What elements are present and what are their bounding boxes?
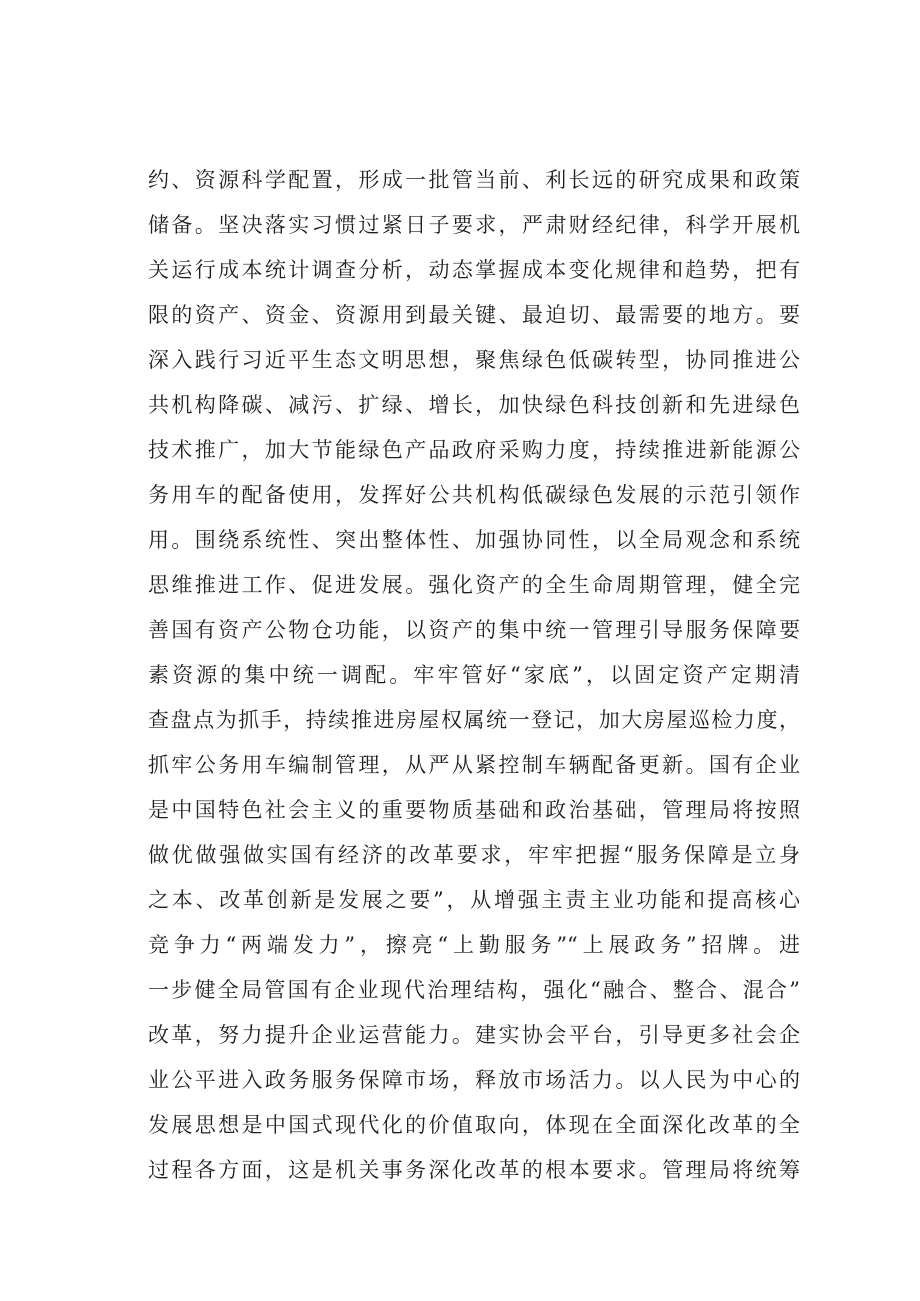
text-line: 抓牢公务用车编制管理，从严从紧控制车辆配备更新。国有企业 <box>148 753 800 777</box>
text-line: 深入践行习近平生态文明思想，聚焦绿色低碳转型，协同推进公 <box>148 348 800 372</box>
text-line: 之本、改革创新是发展之要”，从增强主责主业功能和提高核心 <box>148 888 800 912</box>
body-paragraph <box>148 158 808 1193</box>
text-line: 过程各方面，这是机关事务深化改革的根本要求。管理局将统筹 <box>148 1158 800 1182</box>
text-line: 思维推进工作、促进发展。强化资产的全生命周期管理，健全完 <box>148 573 800 597</box>
text-line: 关运行成本统计调查分析，动态掌握成本变化规律和趋势，把有 <box>148 258 800 282</box>
text-line: 用。围绕系统性、突出整体性、加强协同性，以全局观念和系统 <box>148 528 800 552</box>
text-line: 改革，努力提升企业运营能力。建实协会平台，引导更多社会企 <box>148 1023 800 1047</box>
text-line: 约、资源科学配置，形成一批管当前、利长远的研究成果和政策 <box>148 168 800 192</box>
text-line: 做优做强做实国有经济的改革要求，牢牢把握“服务保障是立身 <box>148 843 800 867</box>
text-line: 查盘点为抓手，持续推进房屋权属统一登记，加大房屋巡检力度， <box>148 708 800 732</box>
text-line: 共机构降碳、减污、扩绿、增长，加快绿色科技创新和先进绿色 <box>148 393 800 417</box>
text-line: 素资源的集中统一调配。牢牢管好“家底”，以固定资产定期清 <box>148 663 800 687</box>
text-line: 竞争力“两端发力”，擦亮“上勤服务”“上展政务”招牌。进 <box>148 933 800 957</box>
text-line: 务用车的配备使用，发挥好公共机构低碳绿色发展的示范引领作 <box>148 483 800 507</box>
text-line: 限的资产、资金、资源用到最关键、最迫切、最需要的地方。要 <box>148 303 800 327</box>
text-line: 储备。坚决落实习惯过紧日子要求，严肃财经纪律，科学开展机 <box>148 213 800 237</box>
text-line: 是中国特色社会主义的重要物质基础和政治基础，管理局将按照 <box>148 798 800 822</box>
text-line: 一步健全局管国有企业现代治理结构，强化“融合、整合、混合” <box>148 978 800 1002</box>
text-line: 发展思想是中国式现代化的价值取向，体现在全面深化改革的全 <box>148 1113 800 1137</box>
text-line: 技术推广，加大节能绿色产品政府采购力度，持续推进新能源公 <box>148 438 800 462</box>
text-line: 善国有资产公物仓功能，以资产的集中统一管理引导服务保障要 <box>148 618 800 642</box>
text-line: 业公平进入政务服务保障市场，释放市场活力。以人民为中心的 <box>148 1068 800 1092</box>
